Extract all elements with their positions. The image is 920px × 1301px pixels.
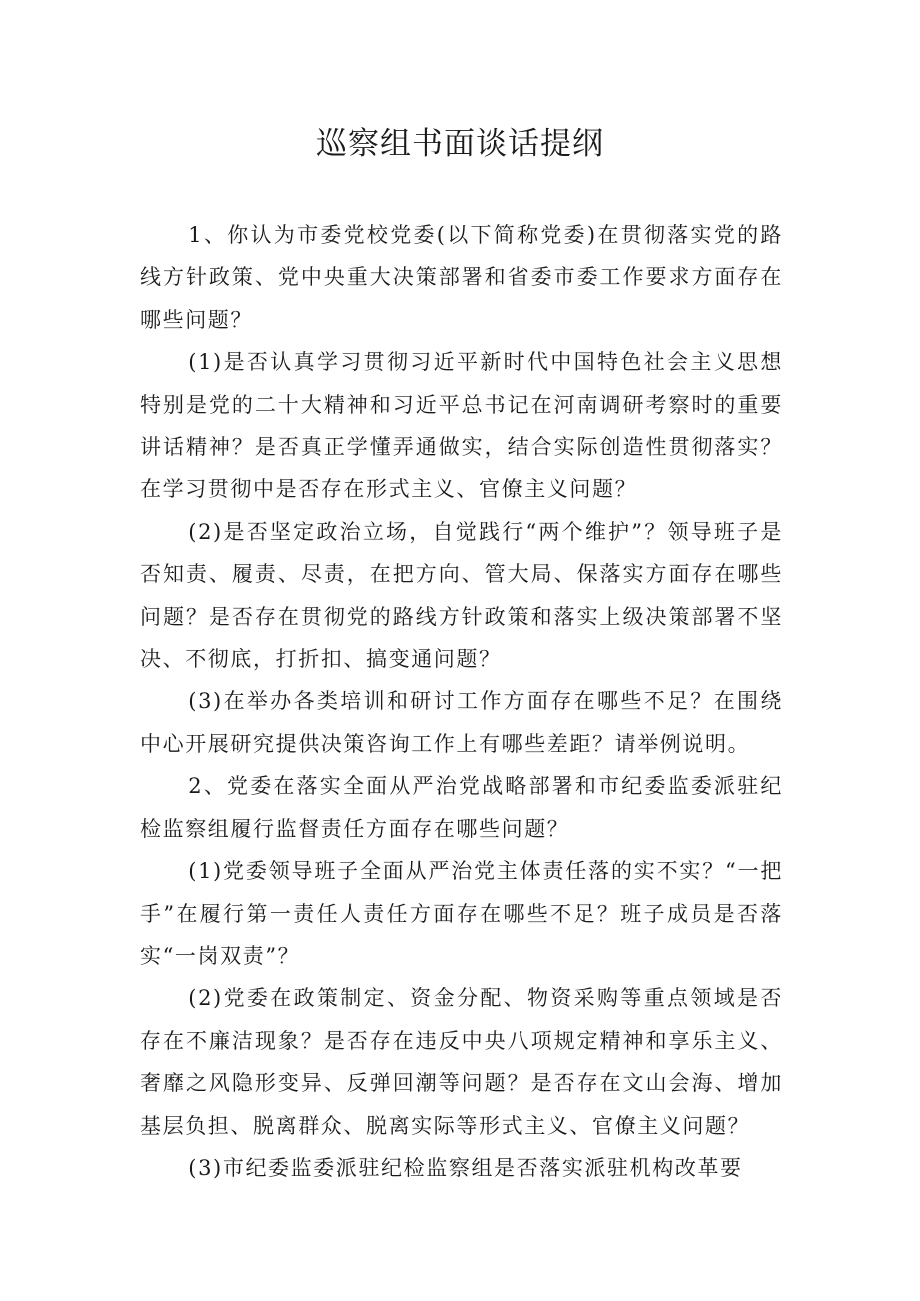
paragraph-question-2: 2、党委在落实全面从严治党战略部署和市纪委监委派驻纪检监察组履行监督责任方面存在哪些问题？ xyxy=(140,774,783,841)
paragraph-question-1-item-3: (3)在举办各类培训和研讨工作方面存在哪些不足？在围绕中心开展研究提供决策咨询工作上有哪些差距？请举例说明。 xyxy=(140,689,783,756)
paragraph-question-2-item-2: (2)党委在政策制定、资金分配、物资采购等重点领域是否存在不廉洁现象？是否存在违反中央八项规定精神和享乐主义、奢靡之风隐形变异、反弹回潮等问题？是否存在文山会海、增加基层负担、脱离群众、脱离实际等形式主义、官僚主义问题？ xyxy=(140,986,783,1138)
document-title: 巡察组书面谈话提纲 xyxy=(316,126,604,162)
document-body xyxy=(140,214,783,1189)
paragraph-question-2-item-1: (1)党委领导班子全面从严治党主体责任落的实不实？“一把手”在履行第一责任人责任方面存在哪些不足？班子成员是否落实“一岗双责”？ xyxy=(140,859,783,968)
paragraph-question-2-item-3: (3)市纪委监委派驻纪检监察组是否落实派驻机构改革要 xyxy=(188,1155,743,1180)
paragraph-question-1-item-2: (2)是否坚定政治立场，自觉践行“两个维护”？领导班子是否知责、履责、尽责，在把方向、管大局、保落实方面存在哪些问题？是否存在贯彻党的路线方针政策和落实上级决策部署不坚决、不彻底，打折扣、搞变通问题？ xyxy=(140,519,783,672)
paragraph-question-1-item-1: (1)是否认真学习贯彻习近平新时代中国特色社会主义思想特别是党的二十大精神和习近平总书记在河南调研考察时的重要讲话精神？是否真正学懂弄通做实，结合实际创造性贯彻落实？在学习贯彻中是否存在形式主义、官僚主义问题？ xyxy=(140,350,783,502)
paragraph-question-1: 1、你认为市委党校党委(以下简称党委)在贯彻落实党的路线方针政策、党中央重大决策部署和省委市委工作要求方面存在哪些问题？ xyxy=(140,223,783,332)
